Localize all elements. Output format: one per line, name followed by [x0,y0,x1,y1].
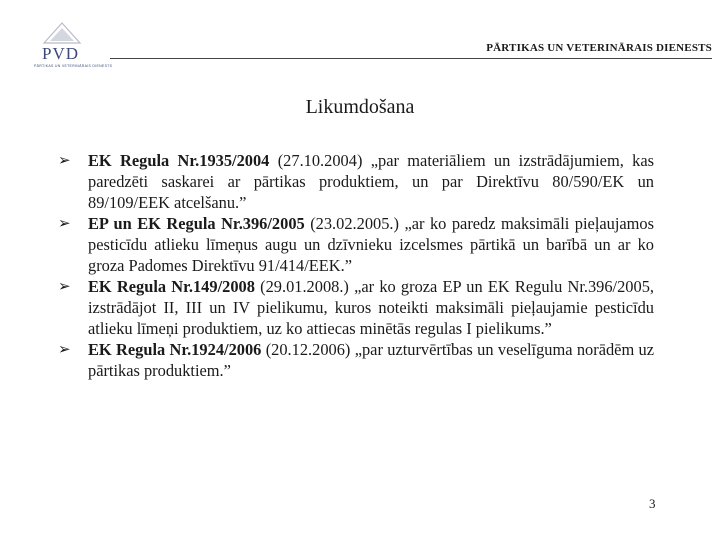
organization-name: PĀRTIKAS UN VETERINĀRAIS DIENESTS [486,42,712,54]
logo-text: PVD [42,44,80,63]
regulation-name: EP un EK Regula Nr.396/2005 [88,214,305,233]
arrow-bullet-icon: ➢ [58,214,71,232]
regulation-name: EK Regula Nr.149/2008 [88,277,255,296]
regulation-list [58,150,654,381]
header-divider [110,58,712,59]
logo [28,22,113,70]
page-title: Likumdošana [305,96,415,118]
regulation-name: EK Regula Nr.1935/2004 [88,151,270,170]
regulation-description: (27.10.2004) „par materiāliem un izstrādājumiem, kas paredzēti saskarei ar pārtikas produktiem, un par Direktīvu 80/590/EK un 89/109/EEK atcelšanu.” [88,151,654,212]
triangle-logo-icon [42,22,82,44]
arrow-bullet-icon: ➢ [58,151,71,169]
list-item [58,276,654,339]
list-item [58,150,654,213]
logo-subtitle: PĀRTIKAS UN VETERINĀRAIS DIENESTS [34,64,113,68]
arrow-bullet-icon: ➢ [58,340,71,358]
list-item [58,339,654,381]
regulation-name: EK Regula Nr.1924/2006 [88,340,262,359]
regulation-description: (29.01.2008.) „ar ko groza EP un EK Regulu Nr.396/2005, izstrādājot II, III un IV pielikumu, kuros noteikti maksimāli pieļaujamie pesticīdu atlieku līmeņi produktiem, uz ko attiecas minētās regulas I pielikums.” [88,277,654,338]
list-item [58,213,654,276]
arrow-bullet-icon: ➢ [58,277,71,295]
regulation-description: (20.12.2006) „par uzturvērtības un veselīguma norādēm uz pārtikas produktiem.” [88,340,654,380]
page-number: 3 [649,496,656,511]
regulation-description: (23.02.2005.) „ar ko paredz maksimāli pieļaujamos pesticīdu atlieku līmeņus augu un dzīvnieku izcelsmes pārtikā un barībā un ar ko groza Padomes Direktīvu 91/414/EEK.” [88,214,654,275]
